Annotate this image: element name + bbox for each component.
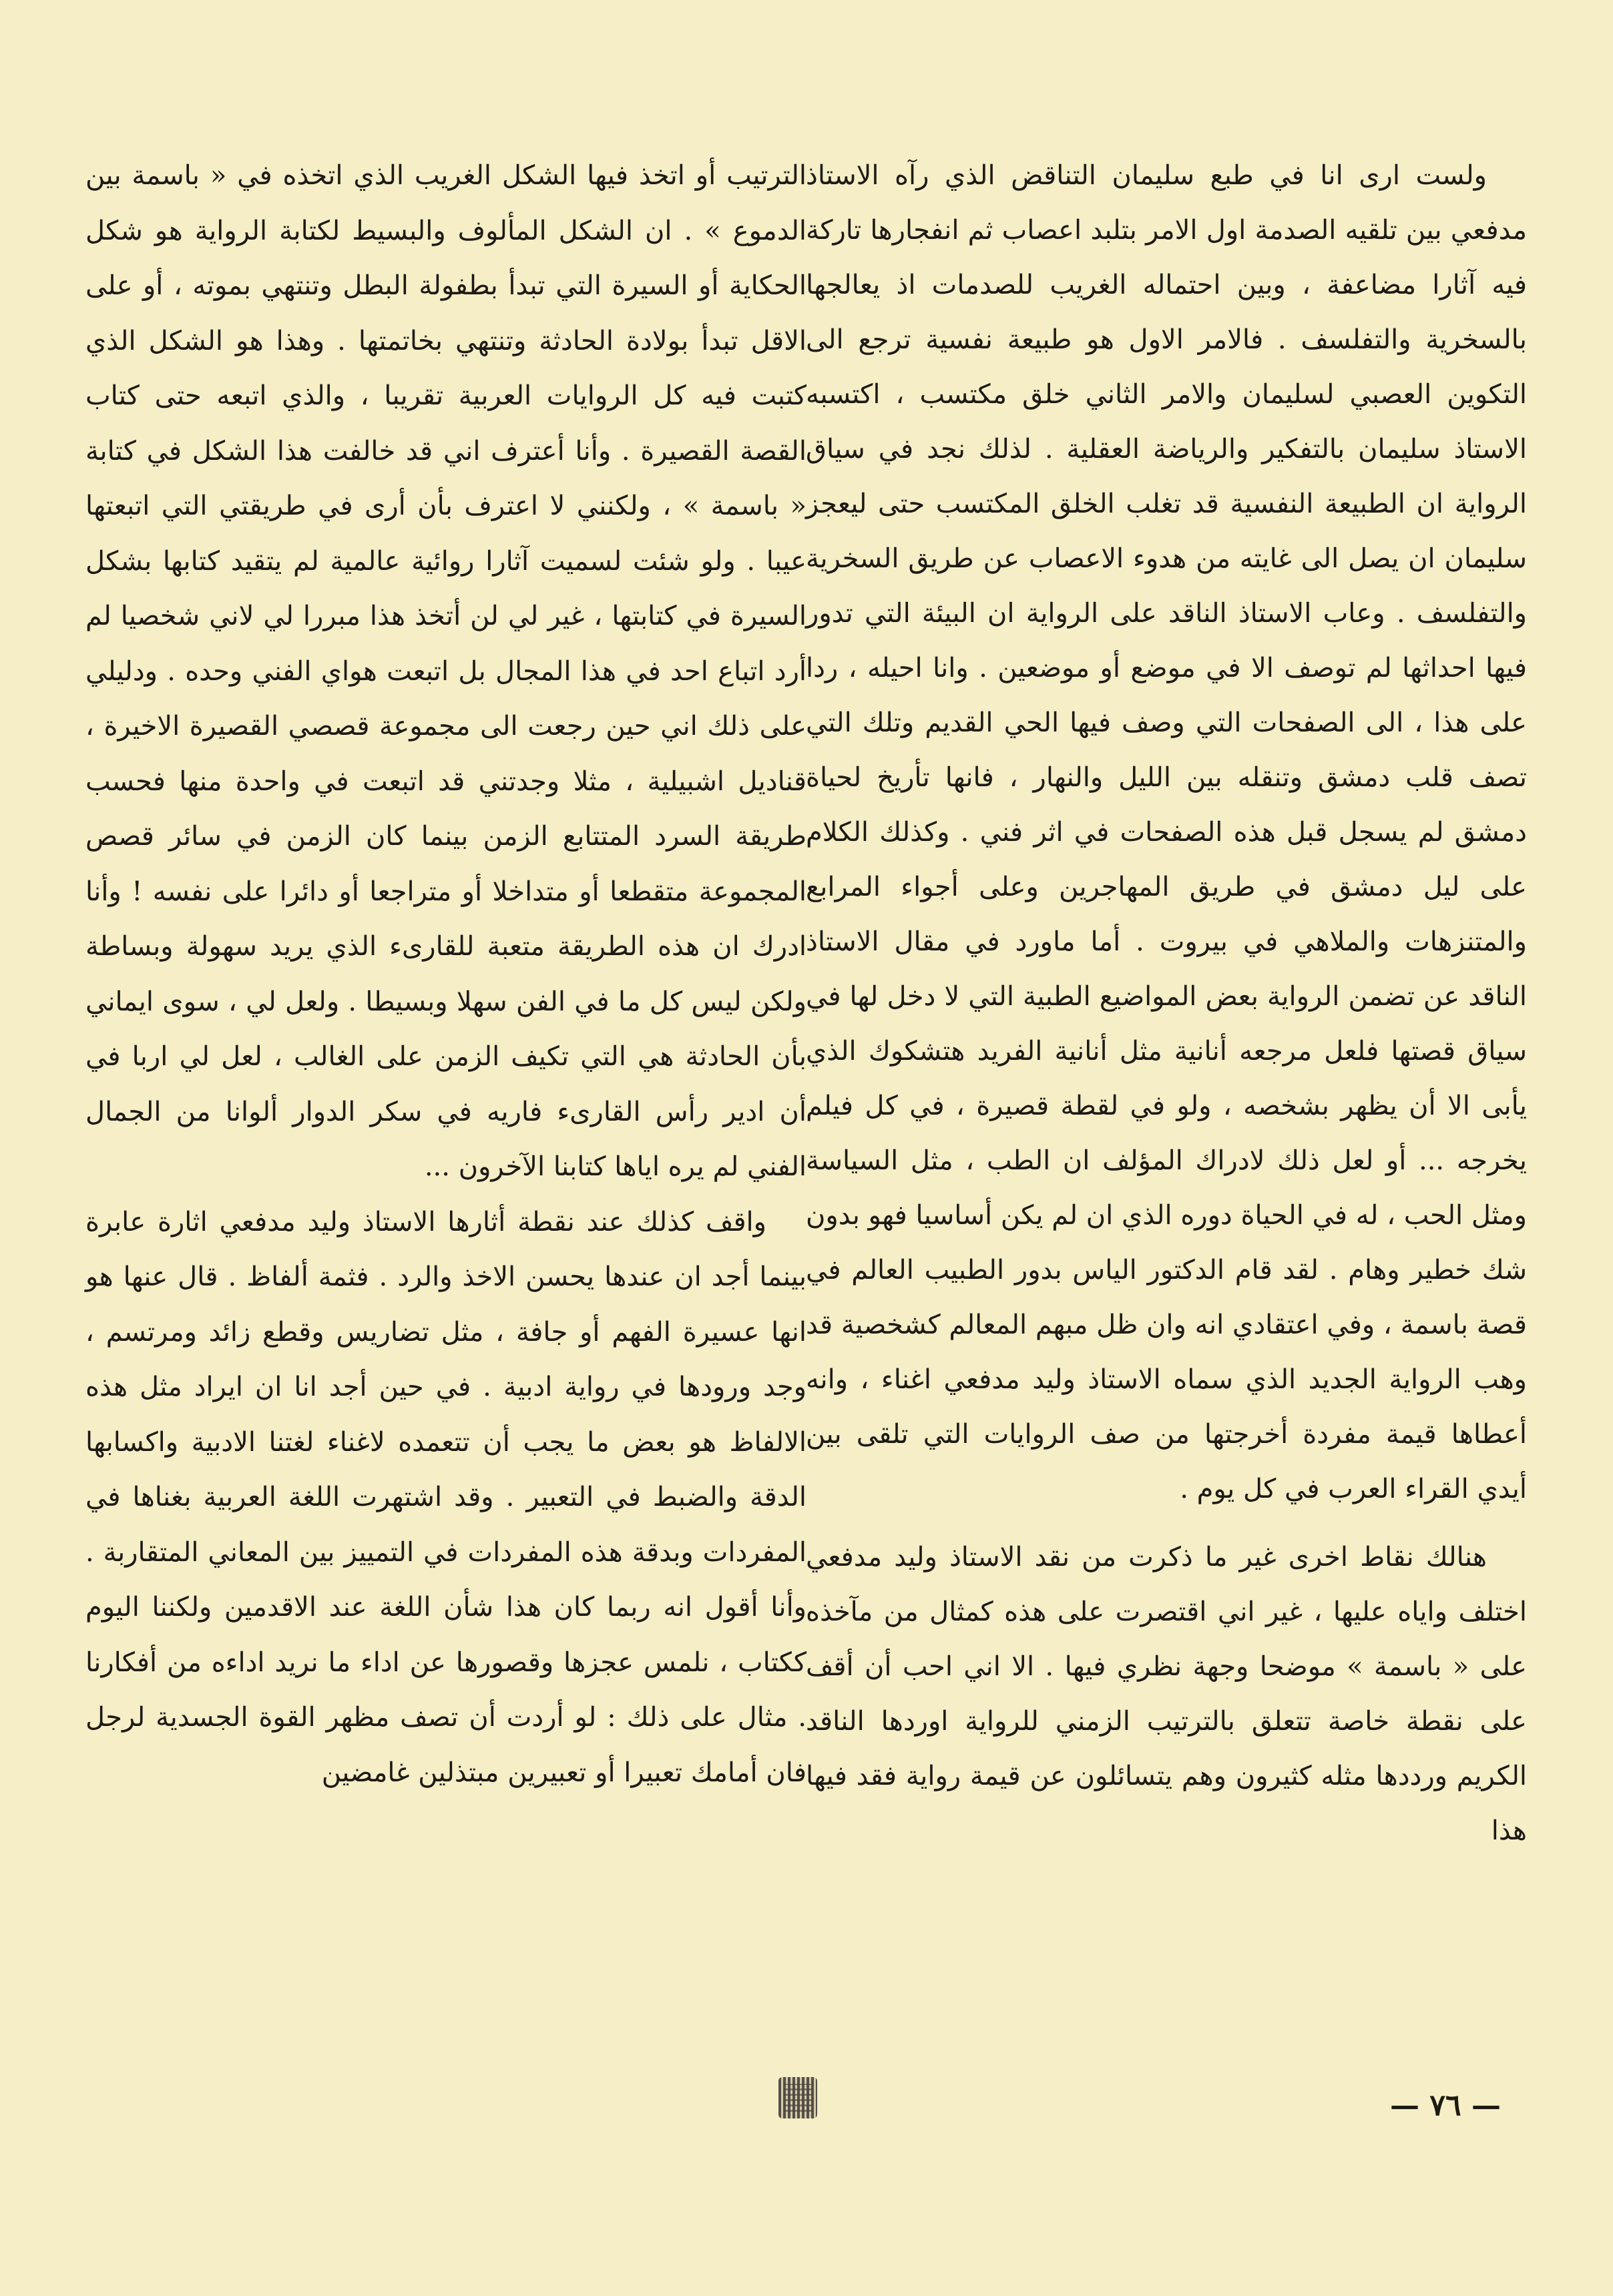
page-number: — ٧٦ —	[1390, 2088, 1501, 2122]
right-column	[806, 148, 1527, 1858]
right-paragraph-1: ولست ارى انا في طبع سليمان التناقض الذي رآه الاستاذ مدفعي بين تلقيه الصدمة اول الامر بتلبد اعصاب ثم انفجارها تاركة فيه آثارا مضاعفة ، وبين احتماله الغريب للصدمات اذ يعالجها بالسخرية والتفلسف . فالامر الاول هو طبيعة نفسية ترجع الى التكوين العصبي لسليمان والامر الثاني خلق مكتسب ، اكتسبه الاستاذ سليمان بالتفكير والرياضة العقلية . لذلك نجد في سياق الرواية ان الطبيعة النفسية قد تغلب الخلق المكتسب حتى ليعجز سليمان ان يصل الى غايته من هدوء الاعصاب عن طريق السخرية والتفلسف . وعاب الاستاذ الناقد على الرواية ان البيئة التي تدور فيها احداثها لم توصف الا في موضع أو موضعين . وانا احيله ، ردا على هذا ، الى الصفحات التي وصف فيها الحي القديم وتلك التي تصف قلب دمشق وتنقله بين الليل والنهار ، فانها تأريخ لحياة دمشق لم يسجل قبل هذه الصفحات في اثر فني . وكذلك الكلام على ليل دمشق في طريق المهاجرين وعلى أجواء المرابع والمتنزهات والملاهي في بيروت . أما ماورد في مقال الاستاذ الناقد عن تضمن الرواية بعض المواضيع الطبية التي لا دخل لها في سياق قصتها فلعل مرجعه أنانية مثل أنانية الفريد هتشكوك الذي يأبى الا أن يظهر بشخصه ، ولو في لقطة قصيرة ، في كل فيلم يخرجه ... أو لعل ذلك لادراك المؤلف ان الطب ، مثل السياسة ومثل الحب ، له في الحياة دوره الذي ان لم يكن أساسيا فهو بدون شك خطير وهام . لقد قام الدكتور الياس بدور الطبيب العالم في قصة باسمة ، وفي اعتقادي انه وان ظل مبهم المعالم كشخصية قد وهب الرواية الجديد الذي سماه الاستاذ وليد مدفعي اغناء ، وانه أعطاها قيمة مفردة أخرجتها من صف الروايات التي تلقى بين أيدي القراء العرب في كل يوم .	[806, 160, 1528, 1504]
ornament-icon	[778, 2077, 817, 2118]
right-paragraph-2: هنالك نقاط اخرى غير ما ذكرت من نقد الاستاذ وليد مدفعي اختلف واياه عليها ، غير اني اقتصرت على هذه كمثال من مآخذه على « باسمة » موضحا وجهة نظري فيها . الا اني احب أن أقف على نقطة خاصة تتعلق بالترتيب الزمني للرواية اوردها الناقد الكريم ورددها مثله كثيرون وهم يتسائلون عن قيمة رواية فقد فيها هذا	[806, 1542, 1528, 1846]
left-column	[85, 148, 806, 1800]
left-paragraph-2: واقف كذلك عند نقطة أثارها الاستاذ وليد مدفعي اثارة عابرة بينما أجد ان عندها يحسن الاخذ والرد . فثمة ألفاظ . قال عنها هو انها عسيرة الفهم أو جافة ، مثل تضاريس وقطع زائد ومرتسم ، وجد ورودها في رواية ادبية . في حين أجد انا ان ايراد مثل هذه الالفاظ هو بعض ما يجب أن تتعمده لاغناء لغتنا الادبية واكسابها الدقة والضبط في التعبير . وقد اشتهرت اللغة العربية بغناها في المفردات وبدقة هذه المفردات في التمييز بين المعاني المتقاربة . وأنا أقول انه ربما كان هذا شأن اللغة عند الاقدمين ولكننا اليوم ككتاب ، نلمس عجزها وقصورها عن اداء ما نريد اداءه من أفكارنا . مثال على ذلك : لو أردت أن تصف مظهر القوة الجسدية لرجل فان أمامك تعبيرا أو تعبيرين مبتذلين غامضين	[85, 1206, 806, 1788]
left-paragraph-1: الترتيب أو اتخذ فيها الشكل الغريب الذي اتخذه في « باسمة بين الدموع » . ان الشكل المألوف والبسيط لكتابة الرواية هو شكل الحكاية أو السيرة التي تبدأ بطفولة البطل وتنتهي بموته ، أو على الاقل تبدأ بولادة الحادثة وتنتهي بخاتمتها . وهذا هو الشكل الذي كتبت فيه كل الروايات العربية تقريبا ، والذي اتبعه حتى كتاب القصة القصيرة . وأنا أعترف اني قد خالفت هذا الشكل في كتابة « باسمة » ، ولكنني لا اعترف بأن أرى في طريقتي التي اتبعتها عيبا . ولو شئت لسميت آثارا روائية عالمية لم يتقيد كتابها بشكل السيرة في كتابتها ، غير لي لن أتخذ هذا مبررا لي لاني شخصيا لم أرد اتباع احد في هذا المجال بل اتبعت هواي الفني وحده . ودليلي على ذلك اني حين رجعت الى مجموعة قصصي القصيرة الاخيرة ، قناديل اشبيلية ، مثلا وجدتني قد اتبعت في واحدة منها فحسب طريقة السرد المتتابع الزمن بينما كان الزمن في سائر قصص المجموعة متقطعا أو متداخلا أو متراجعا أو دائرا على نفسه ! وأنا ادرك ان هذه الطريقة متعبة للقارىء الذي يريد سهولة وبساطة ولكن ليس كل ما في الفن سهلا وبسيطا . ولعل لي ، سوى ايماني بأن الحادثة هي التي تكيف الزمن على الغالب ، لعل لي اربا في أن ادير رأس القارىء فاريه في سكر الدوار ألوانا من الجمال الفني لم يره اياها كتابنا الآخرون ...	[85, 160, 806, 1182]
